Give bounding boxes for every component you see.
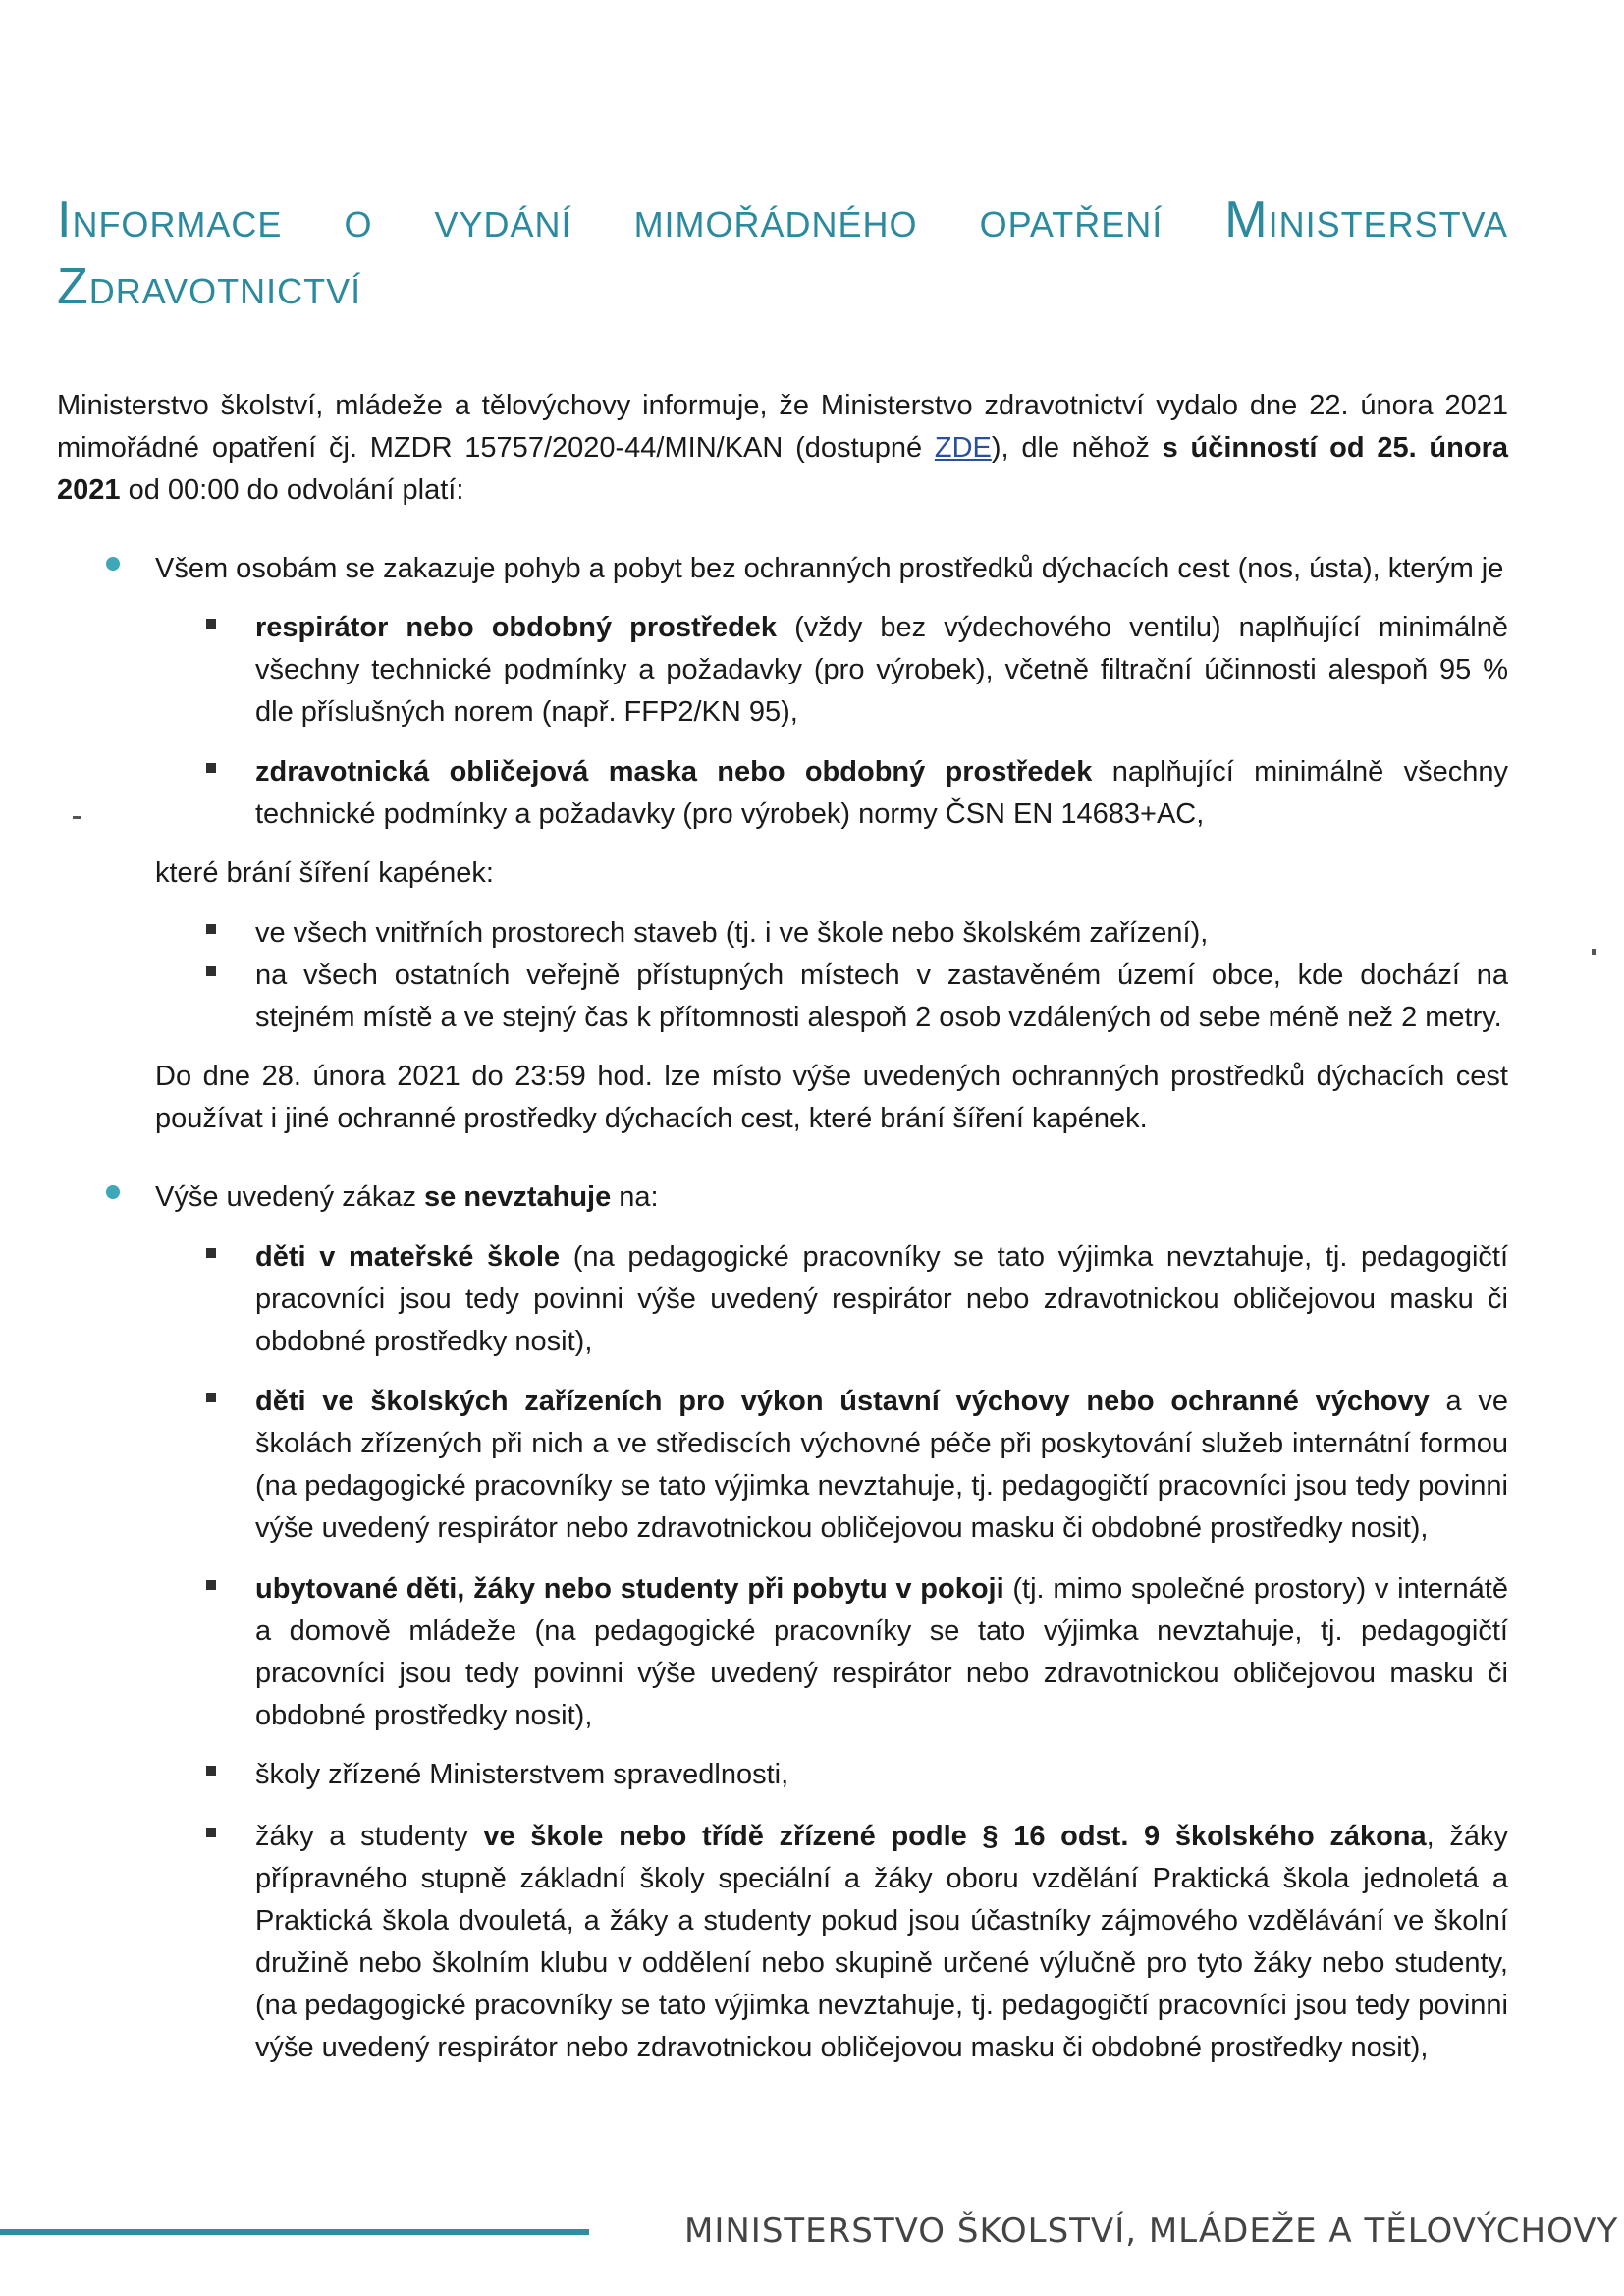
list-item: školy zřízené Ministerstvem spravedlnosti, (255, 1759, 789, 1790)
title-word: Ministerstva (1224, 191, 1508, 248)
item-text: (tj. mimo společné prostory) v internátě a domově mládeže (na pedagogické pracovníky se tato výjimka nevztahuje, tj. pedagogičtí pracovníci jsou tedy povinni výše uvedený respirátor nebo zdravotnickou obličejovou masku či obdobné prostředky nosit), (255, 1573, 1508, 1731)
list-item (255, 607, 1508, 734)
title-word: opatření (979, 191, 1164, 248)
scan-speck (73, 816, 81, 819)
lead-text: na: (611, 1181, 659, 1213)
item-text: a ve školách zřízených při nich a ve střediscích výchovné péče při poskytování služeb internátní formou (na pedagogické pracovníky se tato výjimka nevztahuje, tj. pedagogičtí pracovníci jsou tedy povinni výše uvedený respirátor nebo zdravotnickou obličejovou masku či obdobné prostředky nosit), (255, 1386, 1508, 1544)
item-text: (vždy bez výdechového ventilu) naplňující minimálně všechny technické podmínky a požadavky (pro výrobek), včetně filtrační účinnosti alespoň 95 % dle příslušných norem (např. FFP2/KN 95), (255, 612, 1508, 728)
which-line: které brání šíření kapének: (155, 857, 494, 889)
title-word: vydání (434, 191, 572, 248)
intro-text: Ministerstvo školství, mládeže a tělovýchovy informuje, že Ministerstvo zdravotnictví vydalo dne 22. února 2021 mimořádné opatření čj. MZDR 15757/2020-44/MIN/KAN (dostupné (57, 390, 1508, 464)
bullet-square (206, 1580, 216, 1590)
title-line-2: Zdravotnictví (57, 258, 362, 315)
bullet-square (206, 1248, 216, 1258)
item-text: , žáky přípravného stupně základní školy speciální a žáky oboru vzdělání Praktická škola jednoletá a Praktická škola dvouletá, a žáky a studenty pokud jsou účastníky zájmového vzdělávání ve školní družině nebo školním klubu v oddělení nebo skupině určené výlučně pro tyto žáky nebo studenty, (na pedagogické pracovníky se tato výjimka nevztahuje, tj. pedagogičtí pracovníci jsou tedy povinni výše uvedený respirátor nebo zdravotnickou obličejovou masku či obdobné prostředky nosit), (255, 1821, 1508, 2063)
lead-text: Výše uvedený zákaz (155, 1181, 425, 1213)
bullet-square (206, 1828, 216, 1837)
section2-lead (155, 1176, 1508, 1219)
bullet-dot (106, 1185, 120, 1199)
bullet-square (206, 1766, 216, 1776)
intro-bold: s účinností od 25. února 2021 (57, 432, 1508, 506)
title-line-1 (57, 187, 1508, 253)
list-item (255, 1568, 1508, 1737)
bullet-dot (106, 557, 120, 571)
list-item (255, 1816, 1508, 2069)
bullet-square (206, 1393, 216, 1402)
source-link[interactable]: ZDE (934, 432, 992, 464)
bullet-square (206, 619, 216, 629)
item-bold: zdravotnická obličejová maska nebo obdobný prostředek (255, 756, 1093, 788)
lead-bold: se nevztahuje (424, 1181, 612, 1213)
title-word: mimořádného (633, 191, 918, 248)
list-item: na všech ostatních veřejně přístupných místech v zastavěném území obce, kde dochází na stejném místě a ve stejný čas k přítomnosti alespoň 2 osob vzdálených od sebe méně než 2 metry. (255, 959, 1508, 1033)
bullet-square (206, 966, 216, 976)
list-item (255, 751, 1508, 836)
footer-ministry-name: MINISTERSTVO ŠKOLSTVÍ, MLÁDEŽE A TĚLOVÝCHOVY (684, 2212, 1619, 2251)
footer-accent-line (0, 2229, 589, 2235)
item-bold: děti ve školských zařízeních pro výkon ústavní výchovy nebo ochranné výchovy (255, 1386, 1430, 1417)
list-item (255, 1236, 1508, 1363)
title-word: o (344, 191, 373, 248)
intro-text: od 00:00 do odvolání platí: (120, 474, 464, 506)
item-text: naplňující minimálně všechny technické podmínky a požadavky (pro výrobek) normy ČSN EN 14683+AC, (255, 756, 1508, 830)
item-bold: ubytované děti, žáky nebo studenty při pobytu v pokoji (255, 1573, 1004, 1605)
note-paragraph: Do dne 28. února 2021 do 23:59 hod. lze místo výše uvedených ochranných prostředků dýchacích cest používat i jiné ochranné prostředky dýchacích cest, které brání šíření kapének. (155, 1061, 1508, 1134)
list-item (255, 1381, 1508, 1550)
document-title (57, 187, 1508, 320)
scan-speck (1592, 949, 1596, 955)
section1-lead: Všem osobám se zakazuje pohyb a pobyt bez ochranných prostředků dýchacích cest (nos, ústa), kterým je (155, 553, 1504, 584)
title-word: Informace (57, 191, 283, 248)
item-bold: respirátor nebo obdobný prostředek (255, 612, 778, 643)
item-text: (na pedagogické pracovníky se tato výjimka nevztahuje, tj. pedagogičtí pracovníci jsou tedy povinni výše uvedený respirátor nebo zdravotnickou obličejovou masku či obdobné prostředky nosit), (255, 1241, 1509, 1357)
item-bold: děti v mateřské škole (255, 1241, 561, 1273)
bullet-square (206, 763, 216, 773)
bullet-square (206, 924, 216, 934)
item-pre: žáky a studenty (255, 1821, 484, 1852)
list-item: ve všech vnitřních prostorech staveb (tj. i ve škole nebo školském zařízení), (255, 917, 1209, 949)
intro-text: ), dle něhož (991, 432, 1163, 464)
intro-paragraph (57, 385, 1508, 512)
item-bold: ve škole nebo třídě zřízené podle § 16 odst. 9 školského zákona (483, 1821, 1427, 1852)
